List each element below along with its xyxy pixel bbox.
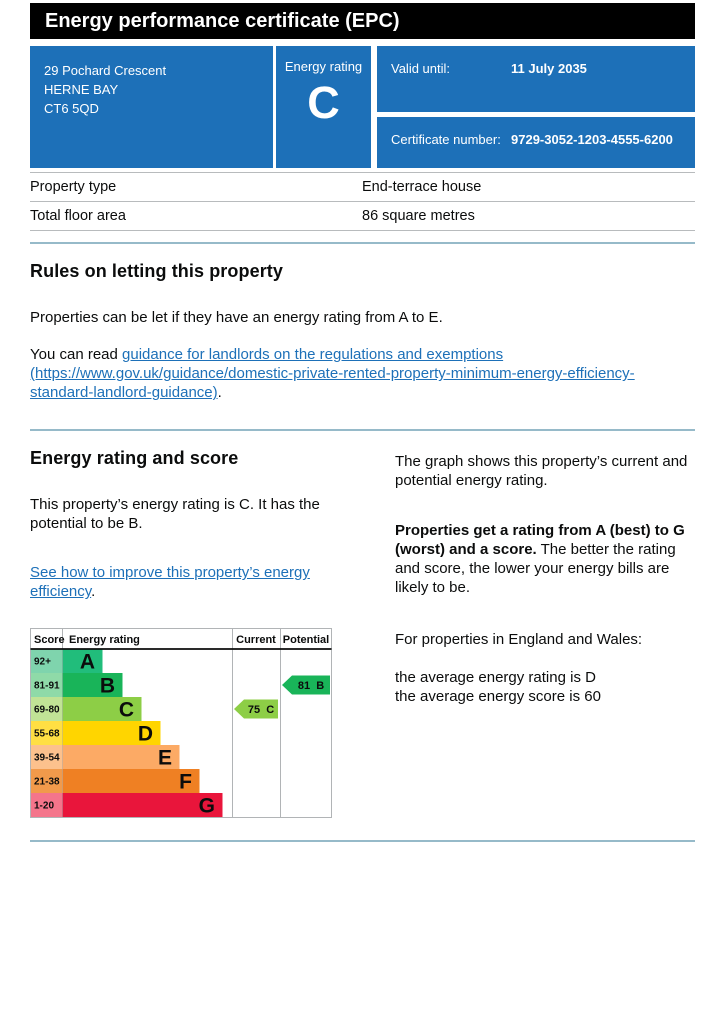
guidance-suffix: .	[217, 384, 222, 402]
table-row	[30, 202, 695, 231]
svg-text:55-68: 55-68	[34, 728, 60, 740]
page-title: Energy performance certificate (EPC)	[45, 9, 400, 32]
rating-intro: This property’s energy rating is C. It has the potential to be B.	[30, 496, 320, 533]
certificate-meta	[377, 46, 695, 168]
rating-section-right	[395, 431, 695, 823]
address-line-1: 29 Pochard Crescent	[44, 63, 167, 78]
rating-explainer-rest: The better the rating and score, the lower your energy bills are likely to be.	[395, 541, 676, 597]
epc-rating-chart	[30, 628, 332, 818]
section-divider	[30, 840, 695, 842]
svg-text:A: A	[79, 650, 95, 674]
energy-rating-label: Energy rating	[284, 59, 363, 74]
property-details-table	[30, 172, 695, 231]
svg-text:69-80: 69-80	[34, 704, 60, 716]
address-line-3: CT6 5QD	[44, 100, 99, 116]
svg-text:21-38: 21-38	[34, 776, 60, 788]
svg-text:39-54: 39-54	[34, 752, 60, 764]
table-row	[30, 173, 695, 202]
section-divider	[30, 242, 695, 244]
guidance-paragraph	[30, 345, 695, 402]
address-line-2: HERNE BAY	[44, 81, 119, 97]
rules-paragraph: Properties can be let if they have an energy rating from A to E.	[30, 309, 443, 326]
guidance-link[interactable]: guidance for landlords on the regulations and exemptions (https://www.gov.uk/guidance/domestic-private-rented-property-minimum-energy-efficiency-standard-landlord-guidance)	[30, 346, 635, 402]
svg-text:81-91: 81-91	[34, 680, 60, 692]
improve-suffix: .	[91, 583, 96, 601]
epc-chart-container	[30, 628, 352, 823]
guidance-prefix: You can read	[30, 346, 123, 364]
energy-rating-value: C	[307, 77, 340, 128]
energy-rating-box	[276, 46, 371, 168]
certificate-number-value: 9729-3052-1203-4555-6200	[511, 132, 673, 147]
svg-text:B: B	[99, 674, 115, 698]
svg-text:Score: Score	[34, 634, 65, 647]
rules-heading: Rules on letting this property	[30, 261, 284, 281]
rating-section	[30, 431, 695, 823]
page-title-bar	[30, 3, 695, 39]
certificate-number-row	[377, 117, 695, 168]
svg-text:C: C	[118, 698, 134, 722]
svg-text:F: F	[179, 770, 192, 794]
improve-efficiency-link[interactable]: See how to improve this property’s energy efficiency	[30, 564, 310, 601]
summary-banner	[30, 46, 695, 168]
graph-description: The graph shows this property’s current and potential energy rating.	[395, 453, 688, 490]
svg-text:75 C: 75 C	[247, 704, 275, 717]
svg-text:Current: Current	[236, 634, 276, 647]
svg-text:E: E	[157, 746, 172, 770]
svg-text:Energy rating: Energy rating	[69, 634, 140, 647]
property-address	[30, 46, 273, 168]
average-score-line: the average energy score is 60	[395, 687, 601, 705]
average-rating-line: the average energy rating is D	[395, 668, 596, 686]
property-type-label: Property type	[30, 179, 117, 195]
improve-paragraph	[30, 563, 352, 601]
svg-text:81 B: 81 B	[297, 680, 325, 693]
rating-heading: Energy rating and score	[30, 448, 239, 469]
svg-text:D: D	[137, 722, 153, 746]
floor-area-value: 86 square metres	[362, 208, 475, 224]
valid-until-value: 11 July 2035	[511, 61, 587, 76]
rating-explainer-bold: Properties get a rating from A (best) to G (worst) and a score.	[395, 522, 685, 559]
svg-text:G: G	[198, 794, 215, 818]
valid-until-label: Valid until:	[391, 61, 451, 76]
floor-area-label: Total floor area	[30, 208, 126, 224]
certificate-number-label: Certificate number:	[391, 132, 501, 147]
svg-text:1-20: 1-20	[34, 800, 55, 812]
averages-paragraph	[395, 668, 695, 706]
svg-text:Potential: Potential	[282, 634, 330, 647]
svg-text:92+: 92+	[34, 656, 51, 668]
property-type-value: End-terrace house	[362, 179, 482, 195]
valid-until-row	[377, 46, 695, 112]
rating-section-left	[30, 431, 352, 823]
england-wales-label: For properties in England and Wales:	[395, 631, 643, 649]
rating-explainer	[395, 521, 695, 597]
